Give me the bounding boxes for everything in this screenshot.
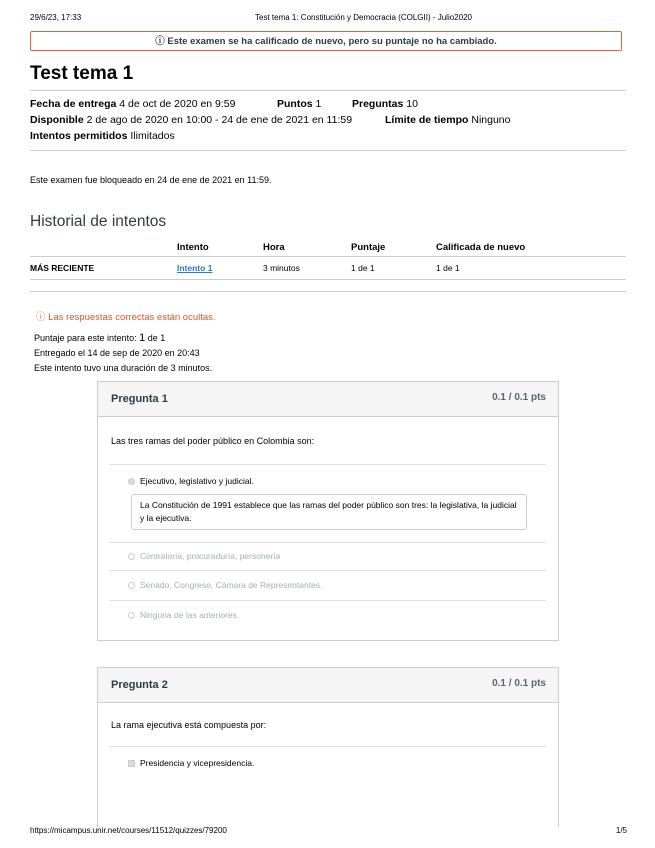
available-label: Disponible <box>30 114 84 126</box>
warning-circle-icon: ⓘ <box>155 36 165 47</box>
row-regraded: 1 de 1 <box>436 257 626 280</box>
table-header-row <box>30 239 626 257</box>
divider <box>109 570 546 571</box>
question-header <box>98 382 558 417</box>
attempt-score-total: de 1 <box>147 333 166 343</box>
answer-option-label: Senado, Congreso, Cámara de Representantes. <box>140 580 323 590</box>
row-label: MÁS RECIENTE <box>30 257 177 280</box>
regrade-notice-text: Este examen se ha calificado de nuevo, pero su puntaje no ha cambiado. <box>167 36 497 47</box>
attempt-duration: Este intento tuvo una duración de 3 minutos. <box>34 363 213 373</box>
row-score: 1 de 1 <box>351 257 436 280</box>
answer-comment: La Constitución de 1991 establece que las ramas del poder público son tres: la legislativa, la judicial y la ejecutiva. <box>131 494 527 530</box>
question-header <box>98 668 558 703</box>
print-datetime: 29/6/23, 17:33 <box>30 13 82 22</box>
answer-option-label: Ninguna de las anteriores <box>140 610 237 620</box>
radio-icon <box>128 553 135 560</box>
radio-icon <box>128 582 135 589</box>
attempt-score <box>34 332 165 344</box>
questions-label: Preguntas <box>352 98 404 110</box>
divider <box>109 746 546 747</box>
question-points: 0.1 / 0.1 pts <box>492 392 546 403</box>
col-header-attempt: Intento <box>177 239 263 257</box>
checkbox-icon <box>128 760 135 767</box>
col-header-time: Hora <box>263 239 351 257</box>
row-time: 3 minutos <box>263 257 351 280</box>
divider <box>30 291 626 292</box>
history-heading: Historial de intentos <box>30 213 167 230</box>
answer-option-label: Contraloría, procuraduría, personería <box>140 551 281 561</box>
attempt-score-label: Puntaje para este intento: <box>34 333 137 343</box>
divider <box>109 600 546 601</box>
attempt-link[interactable]: Intento 1 <box>177 263 213 273</box>
questions-count <box>352 98 418 110</box>
answer-option[interactable] <box>128 476 254 486</box>
available-value: 2 de ago de 2020 en 10:00 - 24 de ene de 2021 en 11:59 <box>86 114 353 126</box>
footer-page-number: 1/5 <box>615 826 627 835</box>
attempts-value: Ilimitados <box>130 130 175 142</box>
divider <box>109 464 546 465</box>
radio-icon <box>128 612 135 619</box>
divider <box>30 150 626 151</box>
print-page-title: Test tema 1: Constitución y Democracia (COLGII) - Julio2020 <box>255 13 472 22</box>
answer-option[interactable] <box>128 551 280 561</box>
submitted-at: Entregado el 14 de sep de 2020 en 20:43 <box>34 348 200 358</box>
question-card <box>97 381 559 641</box>
answer-option[interactable] <box>128 580 322 590</box>
col-header-regraded: Calificada de nuevo <box>436 239 626 257</box>
locked-message: Este examen fue bloqueado en 24 de ene de 2021 en 11:59. <box>30 175 272 185</box>
question-text: La rama ejecutiva está compuesta por: <box>111 720 267 730</box>
warning-circle-icon: ⓘ <box>36 312 46 323</box>
question-points: 0.1 / 0.1 pts <box>492 678 546 689</box>
answer-option-label: Presidencia y vicepresidencia. <box>140 758 255 768</box>
attempts-table <box>30 239 626 280</box>
answer-option[interactable] <box>128 758 254 768</box>
question-title: Pregunta 1 <box>111 393 168 405</box>
answers-hidden-text: Las respuestas correctas están ocultas. <box>48 312 216 323</box>
question-text: Las tres ramas del poder público en Colombia son: <box>111 436 315 446</box>
points-value: 1 <box>315 98 322 110</box>
time-limit-label: Límite de tiempo <box>385 114 469 126</box>
footer-url: https://micampus.unir.net/courses/11512/quizzes/79200 <box>30 826 227 835</box>
attempts-label: Intentos permitidos <box>30 130 128 142</box>
table-row <box>30 257 626 280</box>
due-value: 4 de oct de 2020 en 9:59 <box>119 98 236 110</box>
attempt-score-value: 1 <box>139 332 146 344</box>
answer-option[interactable] <box>128 610 237 620</box>
answers-hidden-warning <box>36 309 216 323</box>
col-header-label <box>30 239 177 257</box>
due-date <box>30 98 235 110</box>
availability <box>30 114 352 126</box>
time-limit-value: Ninguno <box>471 114 511 126</box>
page-title: Test tema 1 <box>30 63 134 84</box>
radio-icon <box>128 478 135 485</box>
divider <box>109 542 546 543</box>
points <box>277 98 321 110</box>
points-label: Puntos <box>277 98 313 110</box>
answer-option-label: Ejecutivo, legislativo y judicial. <box>140 476 254 486</box>
allowed-attempts <box>30 130 175 142</box>
regrade-notice <box>30 31 622 51</box>
question-card <box>97 667 559 827</box>
due-label: Fecha de entrega <box>30 98 117 110</box>
divider <box>30 90 626 91</box>
time-limit <box>385 114 510 126</box>
questions-value: 10 <box>406 98 418 110</box>
question-title: Pregunta 2 <box>111 679 168 691</box>
col-header-score: Puntaje <box>351 239 436 257</box>
